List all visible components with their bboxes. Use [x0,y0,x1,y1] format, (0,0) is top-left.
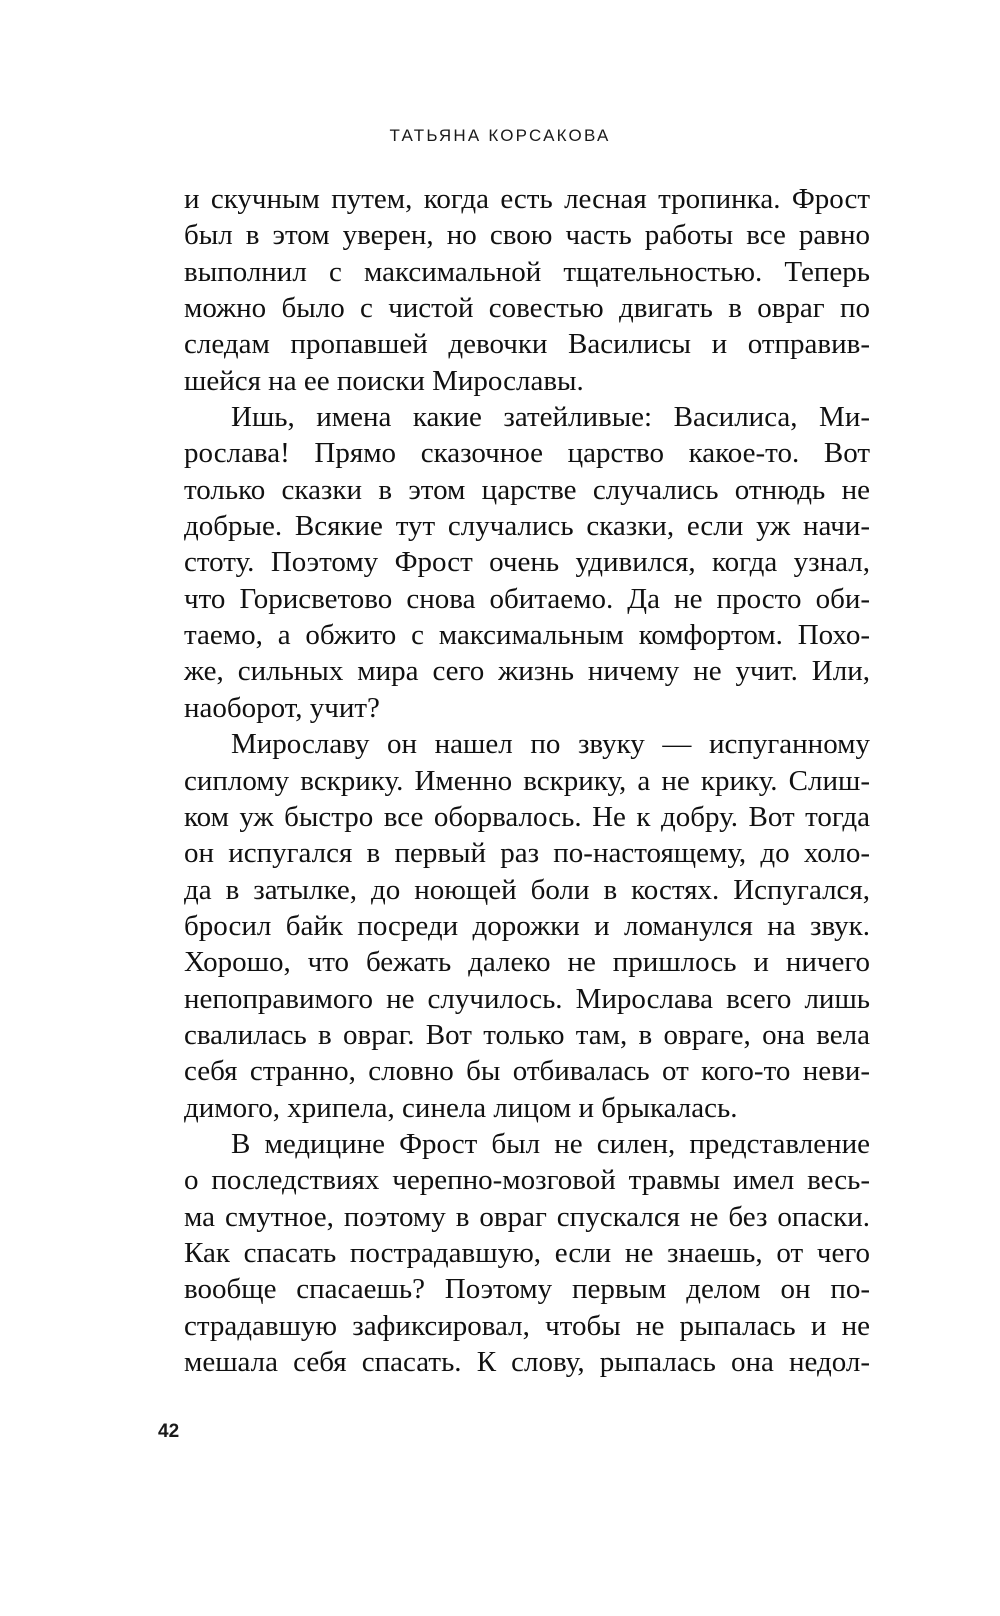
text-line: выполнил с максимальной тщательностью. Теперь [184,255,870,288]
text-line: Мирославу он нашел по звуку — испуганному [231,728,870,761]
text-line: непоправимого не случилось. Мирослава всего лишь [184,982,870,1015]
text-line: был в этом уверен, но свою часть работы все равно [184,219,870,252]
text-line: наоборот, учит? [184,691,380,724]
text-line: бросил байк посреди дорожки и ломанулся на звук. [184,909,870,942]
text-line: следам пропавшей девочки Василисы и отправив- [184,328,870,361]
text-line: Ишь, имена какие затейливые: Василиса, Ми- [231,401,870,434]
text-line: рослава! Прямо сказочное царство какое-то. Вот [184,437,870,470]
text-line: сиплому вскрику. Именно вскрику, а не крику. Слиш- [184,764,870,797]
text-line: что Горисветово снова обитаемо. Да не просто оби- [184,582,870,615]
text-line: ма смутное, поэтому в овраг спускался не без опаски. [184,1200,870,1233]
body-text [184,181,870,1380]
text-line: Как спасать пострадавшую, если не знаешь, от чего [184,1236,870,1269]
text-line: ком уж быстро все оборвалось. Не к добру. Вот тогда [184,800,870,833]
text-line: о последствиях черепно-мозговой травмы имел весь- [184,1164,870,1197]
text-line: В медицине Фрост был не силен, представление [231,1127,870,1160]
text-line: стоту. Поэтому Фрост очень удивился, когда узнал, [184,546,870,579]
text-line: свалилась в овраг. Вот только там, в овраге, она вела [184,1018,870,1051]
text-line: же, сильных мира сего жизнь ничему не учит. Или, [184,655,870,688]
text-line: себя странно, словно бы отбивалась от кого-то неви- [184,1055,870,1088]
text-line: и скучным путем, когда есть лесная тропинка. Фрост [184,183,870,215]
text-line: Хорошо, что бежать далеко не пришлось и ничего [184,946,870,979]
text-line: только сказки в этом царстве случались отнюдь не [184,473,870,506]
text-line: димого, хрипела, синела лицом и брыкалась. [184,1091,738,1124]
text-line: можно было с чистой совестью двигать в овраг по [184,292,870,325]
running-header: ТАТЬЯНА КОРСАКОВА [389,126,611,145]
text-line: вообще спасаешь? Поэтому первым делом он по- [184,1273,870,1306]
text-line: мешала себя спасать. К слову, рыпалась она недол- [184,1346,870,1378]
page-number: 42 [158,1421,180,1442]
text-line: он испугался в первый раз по-настоящему, до холо- [184,837,870,870]
text-line: да в затылке, до ноющей боли в костях. Испугался, [184,873,870,906]
text-line: добрые. Всякие тут случались сказки, если уж начи- [184,510,870,543]
text-line: таемо, а обжито с максимальным комфортом. Похо- [184,619,870,652]
text-line: шейся на ее поиски Мирославы. [184,364,584,397]
text-line: страдавшую зафиксировал, чтобы не рыпалась и не [184,1309,870,1342]
